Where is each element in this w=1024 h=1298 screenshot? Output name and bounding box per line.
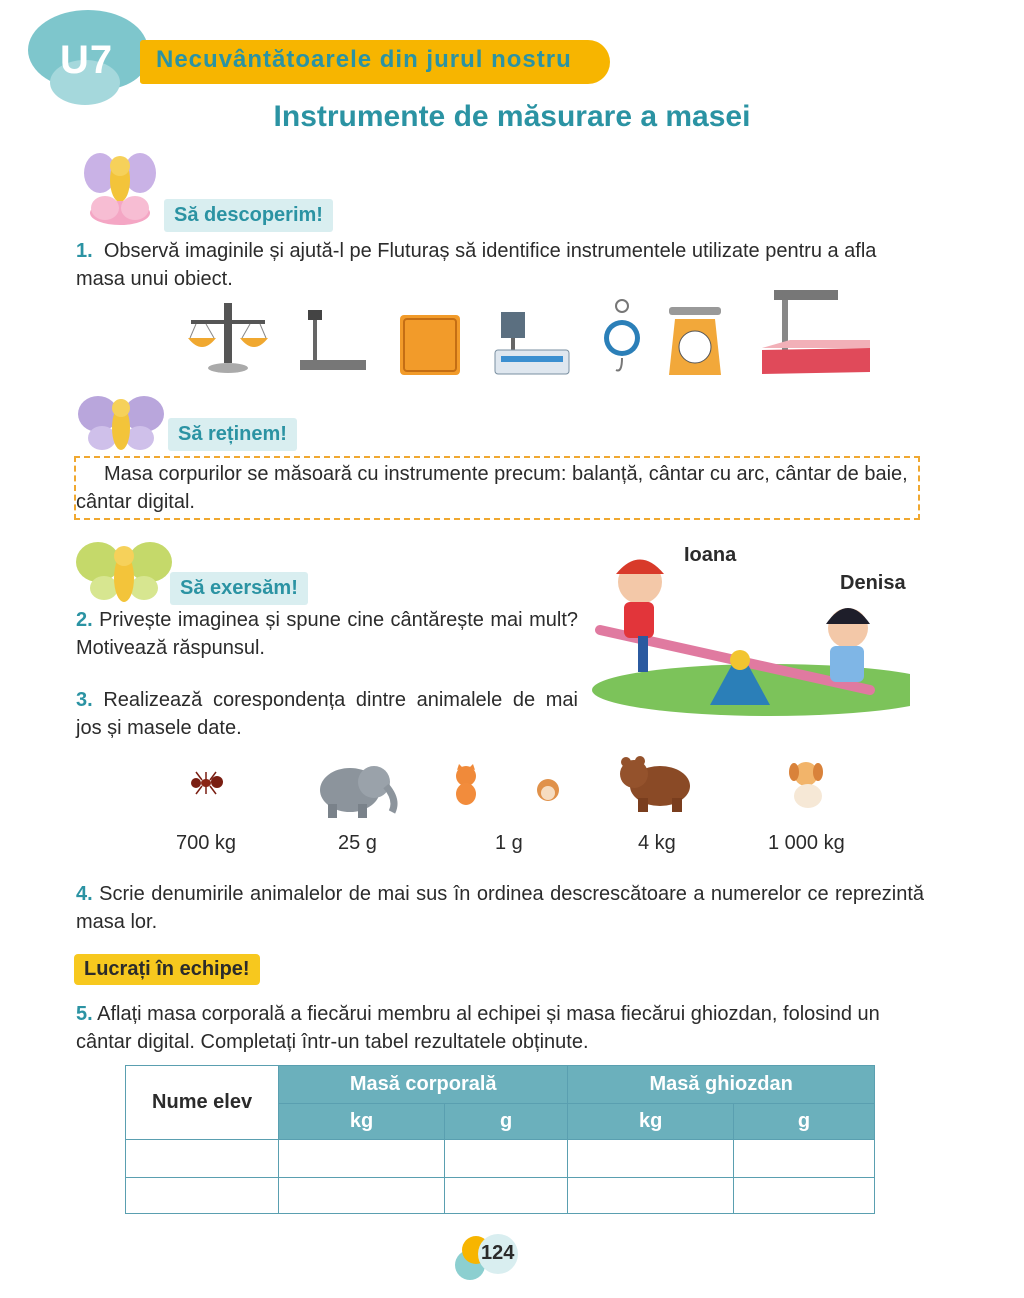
- bathroom-scale-icon: [398, 313, 462, 377]
- exercise-5-text: Aflați masa corporală a fiecărui membru al echipei și masa fiecărui ghiozdan, folosind un cântar digital. Completați într-un tabel rezultatele obținute.: [76, 1003, 880, 1053]
- exercise-2: [76, 606, 578, 662]
- header-student-name: Nume elev: [126, 1066, 279, 1140]
- exercise-2-number: 2.: [76, 609, 93, 631]
- kitchen-scale-icon: [665, 305, 725, 377]
- table-row: [126, 1178, 875, 1214]
- elephant-icon: [316, 760, 400, 820]
- header-unit-kg: kg: [568, 1104, 734, 1140]
- kitten-icon: [452, 764, 480, 806]
- header-unit-g: g: [444, 1104, 567, 1140]
- industrial-scale-icon: [760, 288, 872, 378]
- exercise-1-text: Observă imaginile și ajută-l pe Fluturaș să identifice instrumentele utilizate pentru a afla masa unui obiect.: [76, 240, 877, 290]
- spring-scale-icon: [602, 298, 642, 378]
- platform-scale-icon: [298, 308, 368, 374]
- butterfly-icon: [76, 392, 166, 454]
- section-remember-label: Să reținem!: [168, 418, 297, 451]
- header-body-mass: Masă corporală: [279, 1066, 568, 1104]
- mass-value: 1 g: [495, 832, 523, 854]
- table-cell[interactable]: [734, 1178, 875, 1214]
- unit-label: U7: [60, 38, 114, 82]
- page-number: 124: [481, 1242, 515, 1264]
- exercise-2-text: Privește imaginea și spune cine cântărește mai mult? Motivează răspunsul.: [76, 609, 578, 659]
- hamster-icon: [536, 774, 560, 802]
- digital-scale-icon: [493, 308, 571, 376]
- balance-scale-icon: [186, 298, 270, 376]
- section-practice-label: Să exersăm!: [170, 572, 308, 605]
- table-cell[interactable]: [126, 1140, 279, 1178]
- exercise-3: [76, 686, 578, 742]
- section-discover-label: Să descoperim!: [164, 199, 333, 232]
- mass-value: 25 g: [338, 832, 377, 854]
- exercise-4-number: 4.: [76, 883, 93, 905]
- ant-icon: [190, 770, 224, 796]
- table-cell[interactable]: [126, 1178, 279, 1214]
- exercise-1-number: 1.: [76, 240, 93, 262]
- mass-value: 1 000 kg: [768, 832, 845, 854]
- remember-text: Masa corpurilor se măsoară cu instrumente precum: balanță, cântar cu arc, cântar de baie, cântar digital.: [76, 463, 908, 513]
- mass-value: 4 kg: [638, 832, 676, 854]
- results-table: [125, 1065, 875, 1214]
- table-cell[interactable]: [444, 1140, 567, 1178]
- table-cell[interactable]: [734, 1140, 875, 1178]
- seesaw-illustration: [590, 540, 910, 720]
- exercise-5: [76, 1000, 926, 1056]
- chapter-title: Necuvântătoarele din jurul nostru: [156, 46, 572, 73]
- bear-icon: [618, 752, 694, 814]
- name-ioana: Ioana: [684, 544, 737, 566]
- page-title: Instrumente de măsurare a masei: [273, 100, 751, 133]
- header-unit-kg: kg: [279, 1104, 445, 1140]
- name-denisa: Denisa: [840, 572, 906, 594]
- table-cell[interactable]: [444, 1178, 567, 1214]
- puppy-icon: [786, 758, 830, 810]
- table-cell[interactable]: [279, 1178, 445, 1214]
- exercise-3-text: Realizează corespondența dintre animalele de mai jos și masele date.: [76, 689, 578, 739]
- table-cell[interactable]: [568, 1140, 734, 1178]
- table-row: [126, 1140, 875, 1178]
- butterfly-green-icon: [74, 538, 174, 608]
- mass-value: 700 kg: [176, 832, 237, 854]
- header-bag-mass: Masă ghiozdan: [568, 1066, 875, 1104]
- table-cell[interactable]: [568, 1178, 734, 1214]
- table-cell[interactable]: [279, 1140, 445, 1178]
- exercise-5-number: 5.: [76, 1003, 93, 1025]
- exercise-1: [76, 237, 926, 293]
- exercise-4-text: Scrie denumirile animalelor de mai sus în ordinea descrescătoare a numerelor ce reprezintă masa lor.: [76, 883, 924, 933]
- exercise-3-number: 3.: [76, 689, 93, 711]
- team-work-label: Lucrați în echipe!: [74, 954, 260, 985]
- butterfly-flower-icon: [80, 148, 160, 228]
- exercise-4: [76, 880, 924, 936]
- header-unit-g: g: [734, 1104, 875, 1140]
